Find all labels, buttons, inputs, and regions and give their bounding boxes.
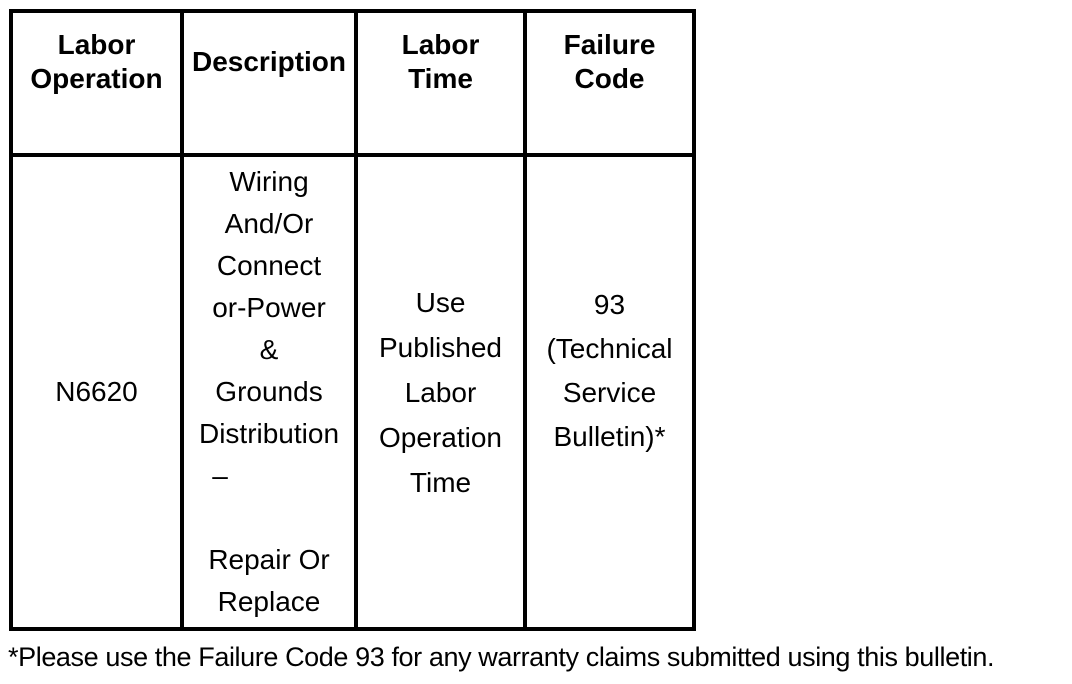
- row-cell-description: Wiring And/Or Connect or-Power & Grounds Distribution – Repair Or Replace: [184, 157, 358, 627]
- header-cell-description: Description: [184, 13, 358, 157]
- row-cell-labor-time: Use Published Labor Operation Time: [358, 157, 527, 627]
- labor-operation-code: N6620: [55, 376, 138, 407]
- header-cell-labor-operation: Labor Operation: [13, 13, 184, 157]
- warranty-claims-table: [9, 9, 696, 631]
- header-cell-failure-code: Failure Code: [527, 13, 692, 157]
- row-cell-failure-code: 93 (Technical Service Bulletin)*: [546, 289, 673, 452]
- row-cell-labor-operation: [13, 157, 184, 627]
- header-cell-labor-time: Labor Time: [358, 13, 527, 157]
- footnote-text: *Please use the Failure Code 93 for any warranty claims submitted using this bulletin.: [8, 642, 995, 672]
